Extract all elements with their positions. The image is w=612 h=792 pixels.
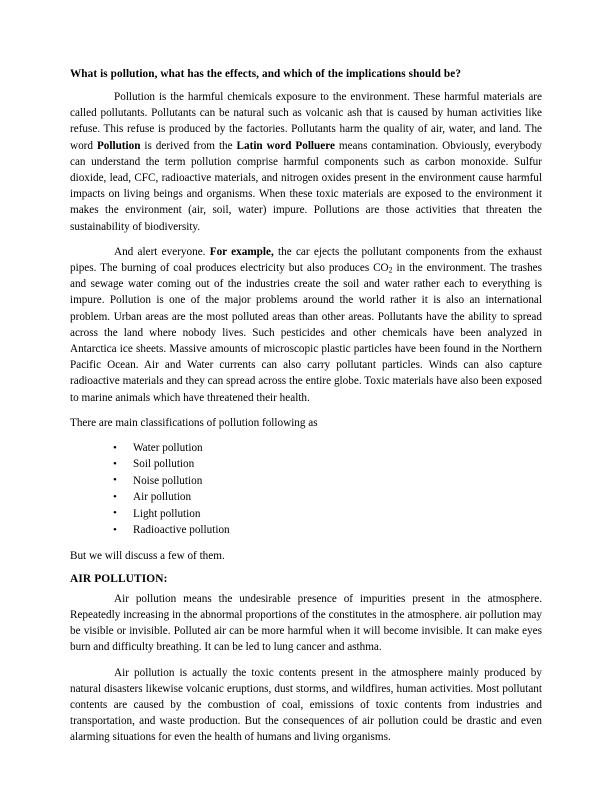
paragraph-air-pollution-definition: Air pollution means the undesirable presence of impurities present in the atmosphere. Repeatedly increasing in the abnormal proportions of the constitutes in the atmosphere. air pollution may be visible or invisible. Polluted air can be more harmful when it will become invisible. It can make eyes burn and difficulty breathing. It can be led to lung cancer and asthma. bbox=[70, 592, 542, 654]
subscript-co2: 2 bbox=[388, 265, 393, 275]
paragraph-text-segment: And alert everyone. bbox=[114, 245, 210, 258]
paragraph-text-segment: is derived from the bbox=[140, 139, 237, 152]
paragraph-definition bbox=[70, 89, 542, 235]
bold-term-for-example: For example, bbox=[209, 245, 274, 258]
list-introduction: There are main classifications of pollution following as bbox=[70, 416, 318, 429]
list-item: • Radioactive pollution bbox=[70, 522, 542, 538]
paragraph-text-segment: means contamination. Obviously, everybody can understand the term pollution comprise harmful components such as carbon monoxide. Sulfur dioxide, lead, CFC, radioactive materials, and nitrogen oxides present in the environment cause harmful impacts on living beings and organisms. When these toxic materials are exposed to the environment it makes the environment (air, soil, water) impure. Pollutions are those activities that threaten the sustainability of biodiversity. bbox=[70, 139, 542, 233]
document-title: What is pollution, what has the effects, and which of the implications should be? bbox=[70, 68, 462, 80]
list-item: • Water pollution bbox=[70, 440, 542, 456]
list-item: • Soil pollution bbox=[70, 456, 542, 472]
paragraph-text-segment: Pollution is the harmful chemicals exposure to the environment. These harmful materials are called pollutants. Pollutants can be natural such as volcanic ash that is caused by human activities like refuse. This refuse is produced by the factories. Pollutants harm the quality of air, water, and land. The word bbox=[70, 91, 542, 152]
section-heading-air-pollution: AIR POLLUTION: bbox=[70, 572, 168, 585]
pollution-types-list bbox=[70, 440, 542, 538]
list-item: • Light pollution bbox=[70, 506, 542, 522]
paragraph-air-pollution-causes: Air pollution is actually the toxic contents present in the atmosphere mainly produced by natural disasters likewise volcanic eruptions, dust storms, and wildfires, human activities. Most pollutant contents are caused by the combustion of coal, emissions of toxic contents from industries and transportation, and waste production. But the consequences of air pollution could be drastic and even alarming situations for even the health of humans and living organisms. bbox=[70, 666, 542, 744]
list-item: • Noise pollution bbox=[70, 473, 542, 489]
bold-term-latin-word: Latin word Polluere bbox=[236, 139, 335, 152]
paragraph-text-segment: in the environment. The trashes and sewage water coming out of the industries create the soil and water rather each to everything is impure. Pollution is one of the major problems around the world rather it is also an international problem. Urban areas are the most polluted areas than other areas. Pollutants have the ability to spread across the land where nobody lives. Such pesticides and other chemicals have been analyzed in Antarctica ice sheets. Massive amounts of microscopic plastic particles have been found in the Northern Pacific Ocean. Air and Water currents can also carry pollutant particles. Winds can also capture radioactive materials and they can spread across the entire globe. Toxic materials have also been exposed to marine animals which have threatened their health. bbox=[70, 262, 542, 404]
paragraph-discussion-note: But we will discuss a few of them. bbox=[70, 549, 225, 562]
paragraph-examples bbox=[70, 244, 542, 406]
paragraph-text-segment: the car ejects the pollutant components from the exhaust pipes. The burning of coal produces electricity but also produces CO bbox=[70, 245, 543, 275]
bold-term-pollution: Pollution bbox=[96, 139, 141, 152]
list-item: • Air pollution bbox=[70, 489, 542, 505]
